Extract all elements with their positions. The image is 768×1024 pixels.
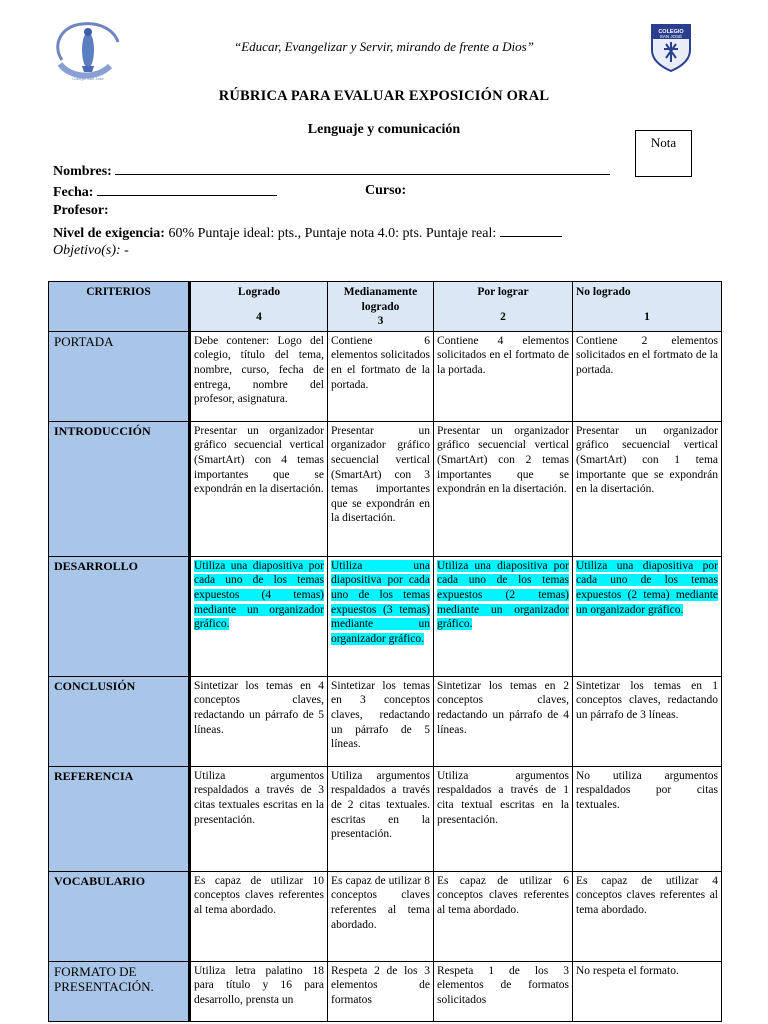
- header-no-logrado: No logrado 1: [573, 282, 722, 332]
- date-label: Fecha:: [53, 185, 94, 200]
- grade-label: Nota: [650, 135, 677, 150]
- course-label: Curso:: [365, 183, 407, 198]
- cell-medianamente: Respeta 2 de los 3 elementos de formatos: [328, 961, 434, 1021]
- requirement-text: 60% Puntaje ideal: pts., Puntaje nota 4.0: pts. Puntaje real:: [168, 226, 497, 241]
- svg-text:Colegio San José: Colegio San José: [72, 76, 104, 81]
- criterion-vocabulario: VOCABULARIO: [49, 871, 190, 961]
- grade-box[interactable]: [635, 130, 692, 177]
- cell-por-lograr: Contiene 4 elementos solicitados en el fortmato de la portada.: [434, 331, 573, 421]
- cell-medianamente: Es capaz de utilizar 8 conceptos claves referentes al tema abordado.: [328, 871, 434, 961]
- cell-por-lograr: [434, 556, 573, 676]
- cell-por-lograr: Utiliza argumentos respaldados a través de 1 cita textual escritas en la presentación.: [434, 766, 573, 871]
- table-row: [49, 556, 722, 676]
- cell-por-lograr: Respeta 1 de los 3 elementos de formatos solicitados: [434, 961, 573, 1021]
- cell-no-logrado: Presentar un organizador gráfico secuencial vertical (SmartArt) con 1 tema importante que se expondrán en la disertación.: [573, 421, 722, 556]
- header-por-lograr: Por lograr 2: [434, 282, 573, 332]
- teacher-label: Profesor:: [53, 203, 109, 218]
- highlighted-text: Utiliza una diapositiva por cada uno de los temas expuestos (2 temas) mediante un organizador gráfico.: [437, 559, 569, 631]
- cell-logrado: Es capaz de utilizar 10 conceptos claves referentes al tema abordado.: [190, 871, 328, 961]
- cell-medianamente: Presentar un organizador gráfico secuencial vertical (SmartArt) con 3 temas importantes que se expondrán en la disertación.: [328, 421, 434, 556]
- criterion-referencia: REFERENCIA: [49, 766, 190, 871]
- cell-logrado: Debe contener: Logo del colegio, título del tema, nombre, curso, fecha de entrega, nombre del profesor, asignatura.: [190, 331, 328, 421]
- table-row: [49, 961, 722, 1021]
- table-row: [49, 676, 722, 766]
- objectives: Objetivo(s): -: [53, 243, 129, 258]
- criterion-conclusion: CONCLUSIÓN: [49, 676, 190, 766]
- cell-no-logrado: Sintetizar los temas en 1 conceptos claves, redactando un párrafo de 3 líneas.: [573, 676, 722, 766]
- cell-logrado: Utiliza letra palatino 18 para título y 16 para desarrollo, prensta un: [190, 961, 328, 1021]
- highlighted-text: Utiliza una diapositiva por cada uno de los temas expuestos (4 temas) mediante un organizador gráfico.: [194, 559, 324, 631]
- document-subtitle: Lenguaje y comunicación: [307, 122, 461, 137]
- cell-medianamente: Utiliza argumentos respaldados a través de 2 citas textuales. escritas en la presentación.: [328, 766, 434, 871]
- names-label: Nombres:: [53, 164, 112, 179]
- date-line[interactable]: [97, 183, 277, 196]
- motto: “Educar, Evangelizar y Servir, mirando de frente a Dios”: [234, 39, 534, 54]
- criterion-portada: PORTADA: [49, 331, 190, 421]
- criterion-formato: FORMATO DE PRESENTACIÓN.: [49, 961, 190, 1021]
- cell-logrado: [190, 556, 328, 676]
- cell-logrado: Sintetizar los temas en 4 conceptos claves, redactando un párrafo de 5 líneas.: [190, 676, 328, 766]
- svg-text:COLEGIO: COLEGIO: [658, 29, 684, 35]
- cell-por-lograr: Presentar un organizador gráfico secuencial vertical (SmartArt) con 2 temas importantes que se expondrán en la disertación.: [434, 421, 573, 556]
- cell-medianamente: Contiene 6 elementos solicitados en el fortmato de la portada.: [328, 331, 434, 421]
- svg-text:SAN JOSÉ: SAN JOSÉ: [659, 34, 683, 39]
- date-field[interactable]: [53, 183, 277, 201]
- highlighted-text: Utiliza una diapositiva por cada uno de los temas expuestos (3 temas) mediante un organizador gráfico.: [331, 559, 430, 645]
- table-row: [49, 421, 722, 556]
- cell-por-lograr: Es capaz de utilizar 6 conceptos claves referentes al tema abordado.: [434, 871, 573, 961]
- requirement-label: Nivel de exigencia:: [53, 226, 165, 241]
- header-medianamente: Medianamente logrado 3: [328, 282, 434, 332]
- highlighted-text: Utiliza una diapositiva por cada uno de los temas expuestos (2 tema) mediante un organizador gráfico.: [576, 559, 718, 616]
- teacher-field[interactable]: [53, 203, 109, 219]
- names-line[interactable]: [115, 162, 610, 175]
- document-title: RÚBRICA PARA EVALUAR EXPOSICIÓN ORAL: [218, 88, 550, 104]
- rubric-table: [48, 281, 722, 1022]
- cell-no-logrado: No utiliza argumentos respaldados por citas textuales.: [573, 766, 722, 871]
- cell-no-logrado: Contiene 2 elementos solicitados en el fortmato de la portada.: [573, 331, 722, 421]
- criterion-introduccion: INTRODUCCIÓN: [49, 421, 190, 556]
- criterion-desarrollo: DESARROLLO: [49, 556, 190, 676]
- cell-logrado: Presentar un organizador gráfico secuencial vertical (SmartArt) con 4 temas importantes que se expondrán en la disertación.: [190, 421, 328, 556]
- header-criteria: CRITERIOS: [49, 282, 190, 332]
- table-row: [49, 331, 722, 421]
- cell-logrado: Utiliza argumentos respaldados a través de 3 citas textuales escritas en la presentación.: [190, 766, 328, 871]
- cell-medianamente: Sintetizar los temas en 3 conceptos claves, redactando un párrafo de 5 líneas.: [328, 676, 434, 766]
- header-logrado: Logrado 4: [190, 282, 328, 332]
- course-field[interactable]: [365, 183, 406, 199]
- cell-no-logrado: No respeta el formato.: [573, 961, 722, 1021]
- cell-no-logrado: Es capaz de utilizar 4 conceptos claves referentes al tema abordado.: [573, 871, 722, 961]
- table-row: [49, 871, 722, 961]
- real-score-line[interactable]: [500, 224, 562, 237]
- names-field[interactable]: [53, 162, 610, 180]
- table-row: [49, 766, 722, 871]
- cell-por-lograr: Sintetizar los temas en 2 conceptos claves, redactando un párrafo de 4 líneas.: [434, 676, 573, 766]
- table-header-row: [49, 282, 722, 332]
- cell-no-logrado: [573, 556, 722, 676]
- requirement-level: [53, 224, 562, 242]
- cell-medianamente: [328, 556, 434, 676]
